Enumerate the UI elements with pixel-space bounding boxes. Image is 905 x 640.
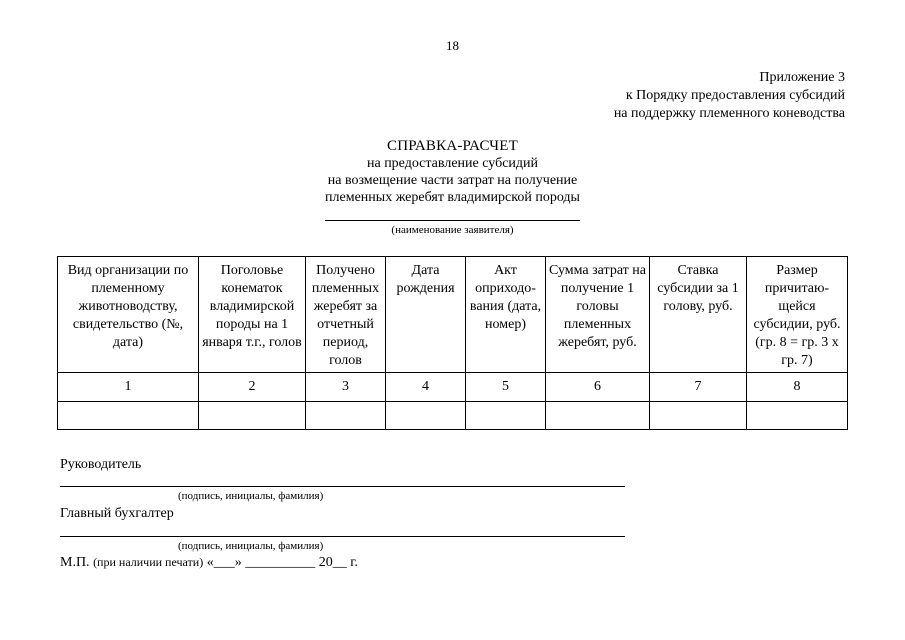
head-signature-line[interactable] xyxy=(60,486,625,487)
chief-accountant-signature-caption: (подпись, инициалы, фамилия) xyxy=(178,540,324,552)
data-entry-row[interactable] xyxy=(58,402,848,430)
entry-cell-subsidy-rate[interactable] xyxy=(650,402,747,430)
appendix-line-2: к Порядку предоставления субсидий xyxy=(625,88,845,103)
appendix-line-1: Приложение 3 xyxy=(759,70,845,85)
table-header-row xyxy=(58,257,848,373)
header-birth-date: Дата рождения xyxy=(386,257,466,373)
header-organization: Вид организации по племенному животноводству, свидетельство (№, дата) xyxy=(58,257,199,373)
calculation-table xyxy=(57,256,848,430)
entry-cell-birth-date[interactable] xyxy=(386,402,466,430)
column-number: 4 xyxy=(386,373,466,402)
title-main: СПРАВКА-РАСЧЕТ xyxy=(387,138,518,154)
entry-cell-mares[interactable] xyxy=(199,402,306,430)
header-foals-received: Получено племенных жеребят за отчетный период, голов xyxy=(306,257,386,373)
header-cost-per-head: Сумма затрат на получение 1 головы племенных жеребят, руб. xyxy=(546,257,650,373)
header-mares: Поголовье конематок владимирской породы на 1 января т.г., голов xyxy=(199,257,306,373)
appendix-line-3: на поддержку племенного коневодства xyxy=(613,106,845,121)
head-label: Руководитель xyxy=(60,457,142,472)
entry-cell-receipt-act[interactable] xyxy=(466,402,546,430)
title-line-3: племенных жеребят владимирской породы xyxy=(325,190,580,205)
column-number: 3 xyxy=(306,373,386,402)
title-line-2: на возмещение части затрат на получение xyxy=(327,173,578,188)
entry-cell-cost-per-head[interactable] xyxy=(546,402,650,430)
entry-cell-organization[interactable] xyxy=(58,402,199,430)
stamp-date[interactable]: «___» __________ 20__ г. xyxy=(206,555,358,570)
header-subsidy-rate: Ставка субсидии за 1 голову, руб. xyxy=(650,257,747,373)
header-receipt-act: Акт оприходо-вания (дата, номер) xyxy=(466,257,546,373)
column-number: 6 xyxy=(546,373,650,402)
column-number: 2 xyxy=(199,373,306,402)
column-number: 5 xyxy=(466,373,546,402)
stamp-date-line xyxy=(60,555,358,571)
chief-accountant-signature-line[interactable] xyxy=(60,536,625,537)
chief-accountant-label: Главный бухгалтер xyxy=(60,506,174,521)
stamp-note: (при наличии печати) xyxy=(93,555,204,569)
column-number: 1 xyxy=(58,373,199,402)
title-line-1: на предоставление субсидий xyxy=(366,156,539,171)
document-title xyxy=(0,137,905,206)
column-number: 8 xyxy=(747,373,848,402)
stamp-mp: М.П. xyxy=(60,555,90,570)
column-number-row xyxy=(58,373,848,402)
header-subsidy-amount: Размер причитаю-щейся субсидии, руб. (гр. 8 = гр. 3 х гр. 7) xyxy=(747,257,848,373)
entry-cell-foals-received[interactable] xyxy=(306,402,386,430)
applicant-name-line[interactable] xyxy=(325,220,580,221)
head-signature-caption: (подпись, инициалы, фамилия) xyxy=(178,490,324,502)
applicant-caption: (наименование заявителя) xyxy=(391,224,514,236)
entry-cell-subsidy-amount[interactable] xyxy=(747,402,848,430)
appendix-reference xyxy=(614,69,845,123)
page-number: 18 xyxy=(446,38,459,53)
column-number: 7 xyxy=(650,373,747,402)
